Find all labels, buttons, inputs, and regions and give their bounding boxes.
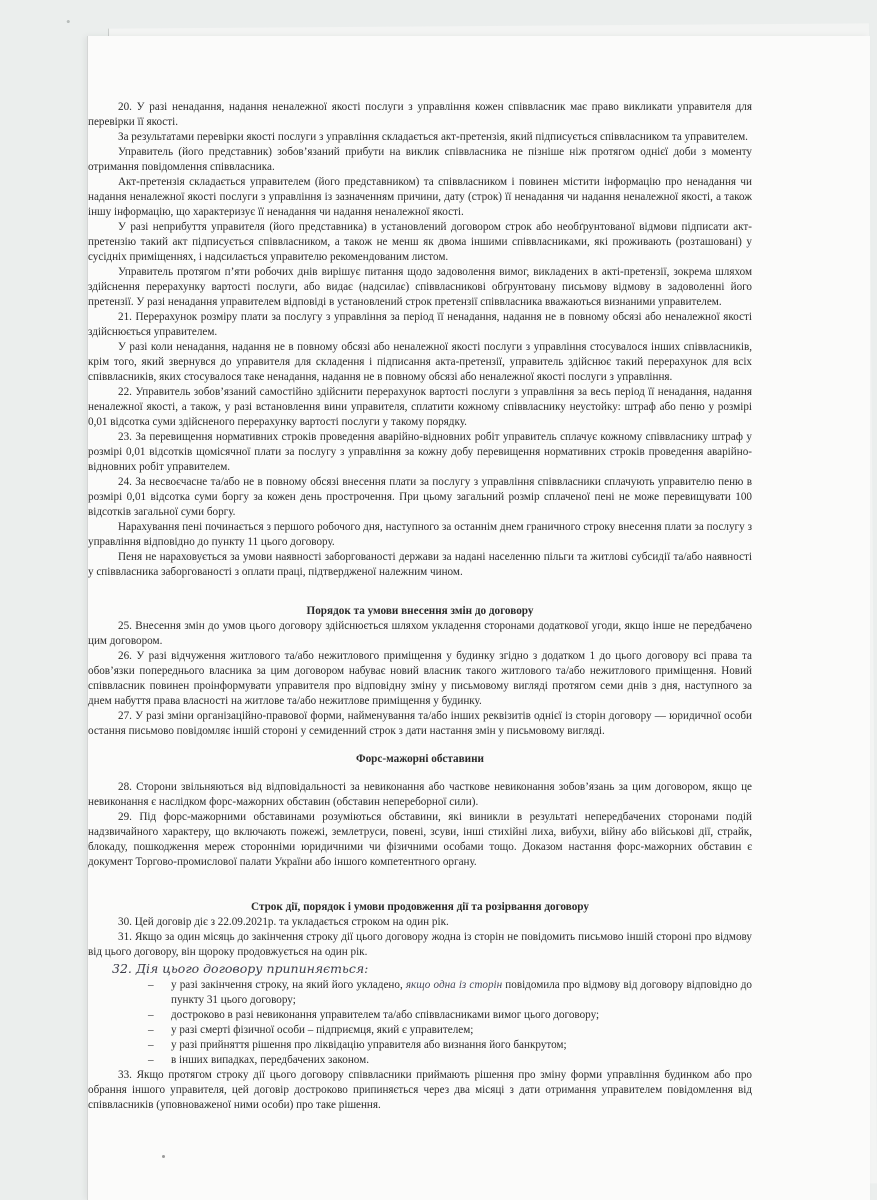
clause-20-p6: Управитель протягом п’яти робочих днів вирішує питання щодо задоволення вимог, викладених в акті-претензії, зокрема шляхом здійснення перерахунку вартості послуги, або видає (надсилає) співвласникові обґрунтовану письмову відмову в задоволенні його претензії. У разі ненадання управителем відповіді в установлений строк претензії співвласника вважаються визнаними управителем. <box>88 266 752 308</box>
clause-27: 27. У разі зміни організаційно-правової форми, найменування та/або інших реквізитів однієї із сторін договору — юридичної особи остання письмово повідомляє іншій стороні у семиденний строк з дати настання змін у письмовому вигляді. <box>88 710 752 737</box>
spacer <box>88 767 752 780</box>
clause-23: 23. За перевищення нормативних строків проведення аварійно-відновних робіт управитель сплачує кожному співвласнику штраф у розмірі 0,01 відсотків щомісячної плати за послугу з управління за кожну добу перевищення нормативних строків проведення аварійно-відновних робіт управителем. <box>88 431 752 473</box>
scan-mark: • <box>66 14 71 29</box>
clause-20-p4: Акт-претензія складається управителем (його представником) та співвласником і повинен містити інформацію про ненадання чи надання неналежної якості послуги з управління із зазначенням причини, дату (строк) її ненадання чи надання неналежної якості, а також іншу інформацію, що характеризує її ненадання чи надання неналежної якості. <box>88 176 752 218</box>
spacer <box>88 870 752 900</box>
clause-26: 26. У разі відчуження житлового та/або нежитлового приміщення у будинку згідно з додатком 1 до цього договору всі права та обов’язки попереднього власника за цим договором набуває новий власник такого житлового та/або нежитлового приміщення. Новий співвласник повинен проінформувати управителя про відповідну зміну у письмовому вигляді протягом семи днів з дня, наступного за днем набуття права власності на житлове та/або нежитлове приміщення у будинку. <box>88 650 752 707</box>
clause-22: 22. Управитель зобов’язаний самостійно здійснити перерахунок вартості послуги з управління за весь період її ненадання, надання неналежної якості, а також, у разі встановлення вини управителя, сплатити кожному співвласнику неустойку: штраф або пеню у розмірі 0,01 відсотка суми здійсненого перерахунку вартості послуги у такому порядку. <box>88 386 752 428</box>
list-item: – достроково в разі невиконання управителем та/або співвласниками вимог цього договору; <box>148 1009 600 1021</box>
clause-30: 30. Цей договір діє з 22.09.2021р. та укладається строком на один рік. <box>118 916 449 928</box>
clause-28: 28. Сторони звільняються від відповідальності за невиконання або часткове невиконання зобов’язань за цим договором, якщо це невиконання є наслідком форс-мажорних обставин (обставин непереборної сили). <box>88 781 752 808</box>
clause-32-list <box>88 978 752 1068</box>
clause-33: 33. Якщо протягом строку дії цього договору співвласники приймають рішення про зміну форми управління будинком або про обрання іншого управителя, цей договір достроково припиняється через два місяці з дати отримання управителем повідомлення від співвласників (уповноваженої ними особи) про таке рішення. <box>88 1069 752 1111</box>
list-item: – у разі прийняття рішення про ліквідацію управителя або визнання його банкрутом; <box>148 1039 567 1051</box>
document-body <box>88 100 752 1113</box>
clause-24-p2: Нарахування пені починається з першого робочого дня, наступного за останнім днем граничного строку внесення плати за послугу з управління відповідно до пункту 11 цього договору. <box>88 521 752 548</box>
clause-21-p2: У разі коли ненадання, надання не в повному обсязі або неналежної якості послуги з управління стосувалося інших співвласників, крім того, який звернувся до управителя для складення і підписання акта-претензії, управитель здійснює такий перерахунок для всіх співвласників, яких стосувалося таке ненадання, надання не в повному обсязі або неналежної якості послуги з управління. <box>88 341 752 383</box>
clause-20-p3: Управитель (його представник) зобов’язаний прибути на виклик співвласника не пізніше ніж протягом однієї доби з моменту отримання повідомлення співвласника. <box>88 146 752 173</box>
spacer <box>88 739 752 752</box>
clause-24-p1: 24. За несвоєчасне та/або не в повному обсязі внесення плати за послугу з управління співвласники сплачують управителю пеню в розмірі 0,01 відсотка суми боргу за кожен день прострочення. При цьому загальний розмір сплаченої пені не може перевищувати 100 відсотків загальної суми боргу. <box>88 476 752 518</box>
clause-20-p5: У разі неприбуття управителя (його представника) в установлений договором строк або необґрунтованої відмови підписати акт-претензію такий акт підписується співвласником, а також не менш як двома іншими співвласниками, які проживають (розташовані) у сусідніх приміщеннях, і надсилається управителю рекомендованим листом. <box>88 221 752 263</box>
heading-term: Строк дії, порядок і умови продовження дії та розірвання договору <box>251 901 589 913</box>
scan-dot <box>162 1155 165 1158</box>
list-item: – у разі смерті фізичної особи – підприємця, який є управителем; <box>148 1024 474 1036</box>
spacer <box>88 580 752 604</box>
clause-31: 31. Якщо за один місяць до закінчення строку дії цього договору жодна із сторін не повідомить письмово іншій стороні про відмову від цього договору, він щороку продовжується на один рік. <box>88 931 752 958</box>
clause-20-p1: 20. У разі ненадання, надання неналежної якості послуги з управління кожен співвласник має право викликати управителя для перевірки її якості. <box>88 101 752 128</box>
clause-24-p3: Пеня не нараховується за умови наявності заборгованості держави за надані населенню пільги та житлові субсидії та/або наявності у співвласника заборгованості з оплати праці, підтвердженої належним чином. <box>88 551 752 578</box>
clause-21-p1: 21. Перерахунок розміру плати за послугу з управління за період її ненадання, надання не в повному обсязі або неналежної якості здійснюється управителем. <box>88 311 752 338</box>
clause-25: 25. Внесення змін до умов цього договору здійснюється шляхом укладення сторонами додаткової угоди, якщо інше не передбачено цим договором. <box>88 620 752 647</box>
clause-32-lead: 32. Дія цього договору припиняється: <box>112 961 369 976</box>
list-item: – у разі закінчення строку, на який його укладено, якщо одна із сторін повідомила про відмову від договору відповідно до пункту 31 цього договору; <box>148 979 752 1006</box>
list-item: – в інших випадках, передбачених законом. <box>148 1054 369 1066</box>
heading-amendments: Порядок та умови внесення змін до договору <box>306 605 534 617</box>
clause-29: 29. Під форс-мажорними обставинами розуміються обставини, які виникли в результаті непередбачених сторонами подій надзвичайного характеру, що включають пожежі, землетруси, повені, зсуви, інші стихійні лиха, вибухи, війну або військові дії, страйк, блокаду, пошкодження мереж сторонніми юридичними чи фізичними особами тощо. Доказом настання форс-мажорних обставин є документ Торгово-промислової палати України або іншого компетентного органу. <box>88 811 752 868</box>
clause-20-p2: За результатами перевірки якості послуги з управління складається акт-претензія, який підписується співвласником та управителем. <box>118 131 748 143</box>
heading-force-majeure: Форс-мажорні обставини <box>355 753 484 765</box>
